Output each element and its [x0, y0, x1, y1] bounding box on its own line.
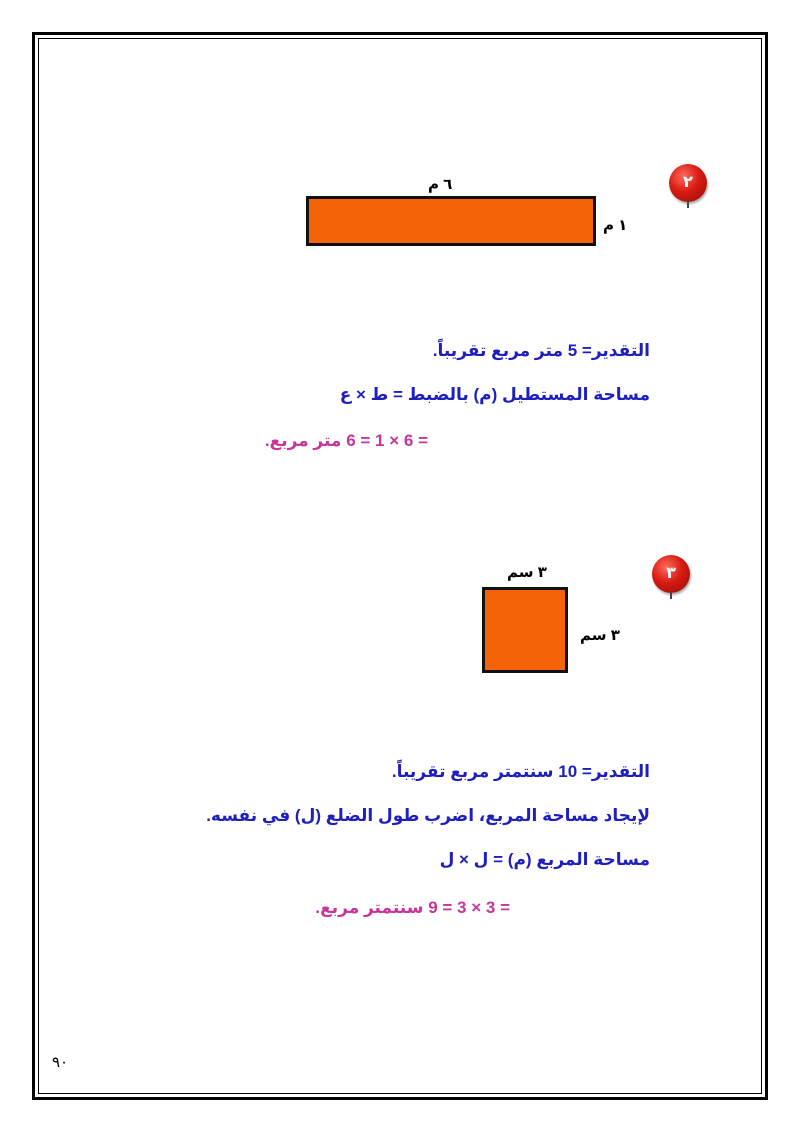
- square-side-dimension: ٣ سم: [580, 627, 620, 644]
- problem-3-estimate: التقدير= 10 سنتمتر مربع تقريباً.: [391, 762, 650, 781]
- problem-3-badge: ٣: [652, 555, 690, 593]
- rectangle-top-dimension: ٦ م: [428, 176, 453, 193]
- square-top-dimension: ٣ سم: [507, 564, 547, 581]
- problem-2-result: = 6 × 1 = 6 متر مربع.: [264, 431, 428, 450]
- rectangle-shape: [306, 196, 596, 246]
- square-shape: [482, 587, 568, 673]
- problem-3-formula: مساحة المربع (م) = ل × ل: [439, 850, 650, 869]
- page-number: ٩٠: [52, 1054, 69, 1071]
- problem-3-result: = 3 × 3 = 9 سنتمتر مربع.: [315, 898, 510, 917]
- problem-3-instruction: لإيجاد مساحة المربع، اضرب طول الضلع (ل) في نفسه.: [206, 806, 650, 825]
- problem-2-formula: مساحة المستطيل (م) بالضبط = ط × ع: [339, 385, 650, 404]
- problem-2-estimate: التقدير= 5 متر مربع تقريباً.: [432, 341, 650, 360]
- rectangle-side-dimension: ١ م: [603, 217, 628, 234]
- problem-2-badge: ٢: [669, 164, 707, 202]
